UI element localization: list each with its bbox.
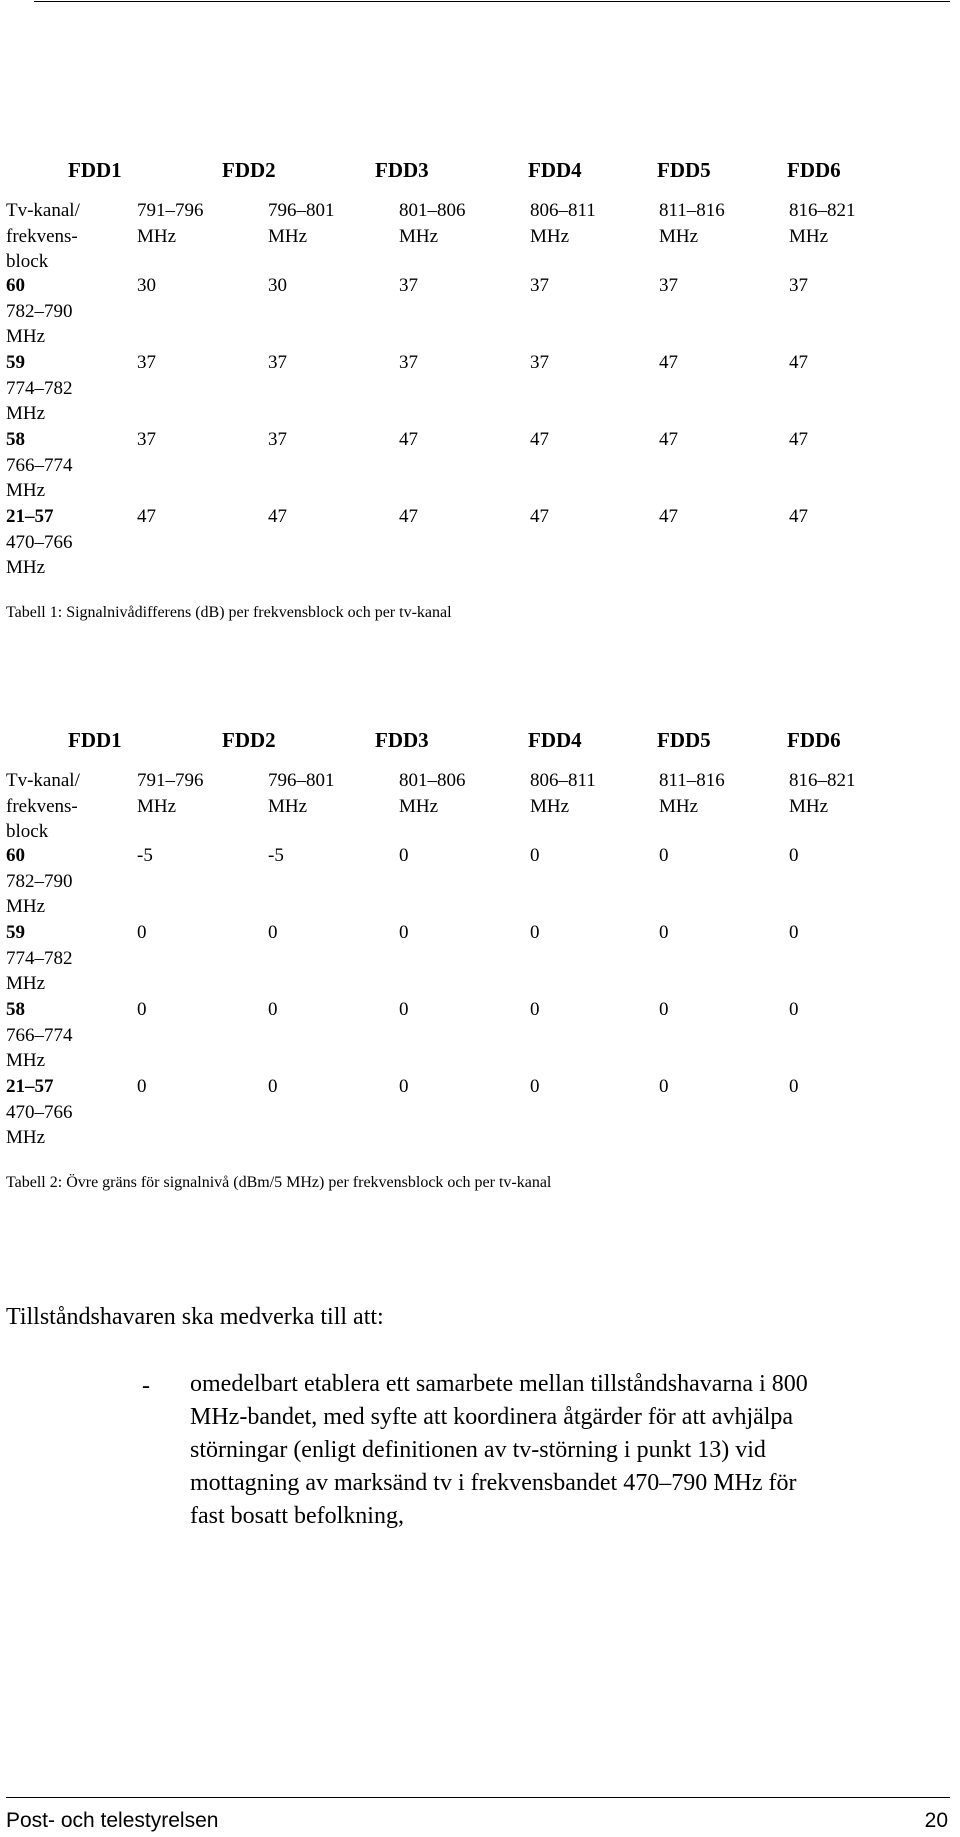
corner-label-line: block xyxy=(6,251,49,273)
table-cell: 0 xyxy=(399,999,409,1020)
table-caption: Tabell 2: Övre gräns för signalnivå (dBm/5 MHz) per frekvensblock och per tv-kanal xyxy=(6,1174,552,1191)
table-cell: 0 xyxy=(399,1076,409,1097)
row-label-unit: MHz xyxy=(6,1050,46,1072)
column-header: FDD2 xyxy=(222,728,276,752)
column-range-line: MHz xyxy=(399,795,439,817)
table-cell: 0 xyxy=(659,1076,669,1097)
corner-label-line: Tv-kanal/ xyxy=(6,200,80,221)
column-range-line: MHz xyxy=(530,795,570,817)
table-cell: 0 xyxy=(659,845,669,866)
column-header: FDD6 xyxy=(787,158,841,182)
row-label xyxy=(6,273,73,350)
column-range-line: 801–806 xyxy=(399,770,466,791)
row-label-unit: MHz xyxy=(6,403,46,425)
column-header: FDD2 xyxy=(222,158,276,182)
column-range-line: MHz xyxy=(659,795,699,817)
table-1 xyxy=(0,158,960,628)
column-header: FDD5 xyxy=(657,158,711,182)
column-range xyxy=(659,768,725,819)
column-range xyxy=(137,768,204,819)
bullet-line: omedelbart etablera ett samarbete mellan tillståndshavarna i 800 xyxy=(190,1371,808,1397)
row-label-range: 774–782 xyxy=(6,377,73,399)
table-cell: 47 xyxy=(789,506,808,527)
bullet-line: fast bosatt befolkning, xyxy=(190,1503,404,1529)
column-range-line: MHz xyxy=(268,225,308,247)
table-cell: 47 xyxy=(789,429,808,450)
row-label-channel: 59 xyxy=(6,922,25,943)
table-cell: 0 xyxy=(530,845,540,866)
table-2 xyxy=(0,728,960,1198)
column-header: FDD5 xyxy=(657,728,711,752)
table-cell: 37 xyxy=(659,275,678,296)
column-range-line: MHz xyxy=(789,225,829,247)
table-cell: 0 xyxy=(268,1076,278,1097)
table-cell: 37 xyxy=(789,275,808,296)
row-label-range: 766–774 xyxy=(6,454,73,476)
row-label-unit: MHz xyxy=(6,326,46,348)
column-range-line: MHz xyxy=(137,795,177,817)
row-label-channel: 60 xyxy=(6,275,25,296)
table-cell: 0 xyxy=(659,922,669,943)
row-label-unit: MHz xyxy=(6,1127,46,1149)
column-range-line: 796–801 xyxy=(268,200,335,221)
bullet-line: störningar (enligt definitionen av tv-störning i punkt 13) vid xyxy=(190,1437,766,1463)
table-cell: 0 xyxy=(789,922,799,943)
column-range-line: 791–796 xyxy=(137,200,204,221)
table-cell: 0 xyxy=(137,922,147,943)
corner-label-line: frekvens- xyxy=(6,225,78,247)
bullet-line: MHz-bandet, med syfte att koordinera åtgärder för att avhjälpa xyxy=(190,1404,794,1430)
table-cell: 0 xyxy=(137,1076,147,1097)
row-label-channel: 59 xyxy=(6,352,25,373)
column-range xyxy=(789,198,856,249)
column-range-line: 801–806 xyxy=(399,200,466,221)
column-range-line: 796–801 xyxy=(268,770,335,791)
column-range xyxy=(659,198,725,249)
page-number: 20 xyxy=(924,1809,948,1832)
column-range xyxy=(530,198,596,249)
row-label-channel: 21–57 xyxy=(6,1076,54,1097)
row-label-range: 470–766 xyxy=(6,1101,73,1123)
table-cell: 47 xyxy=(659,352,678,373)
row-label-unit: MHz xyxy=(6,480,46,502)
table-cell: 0 xyxy=(789,845,799,866)
column-range-line: 816–821 xyxy=(789,770,856,791)
column-range-line: 791–796 xyxy=(137,770,204,791)
column-range-line: 811–816 xyxy=(659,200,725,221)
intro-paragraph: Tillståndshavaren ska medverka till att: xyxy=(6,1304,384,1330)
column-header: FDD3 xyxy=(375,728,429,752)
table-cell: 37 xyxy=(268,352,287,373)
column-header: FDD6 xyxy=(787,728,841,752)
column-header: FDD4 xyxy=(528,158,582,182)
column-range-line: 816–821 xyxy=(789,200,856,221)
table-cell: 0 xyxy=(137,999,147,1020)
bullet-marker: - xyxy=(142,1373,150,1399)
table-cell: 30 xyxy=(137,275,156,296)
column-range xyxy=(268,768,335,819)
row-label xyxy=(6,504,73,581)
column-range-line: MHz xyxy=(659,225,699,247)
table-cell: 0 xyxy=(530,1076,540,1097)
column-range-line: MHz xyxy=(789,795,829,817)
table-cell: 37 xyxy=(268,429,287,450)
column-range-line: MHz xyxy=(137,225,177,247)
table-cell: 0 xyxy=(399,845,409,866)
table-cell: 47 xyxy=(268,506,287,527)
table-cell: 47 xyxy=(137,506,156,527)
table-cell: 37 xyxy=(137,352,156,373)
footer-publisher: Post- och telestyrelsen xyxy=(6,1809,219,1832)
table-cell: 47 xyxy=(530,506,549,527)
column-header: FDD1 xyxy=(68,728,122,752)
corner-label xyxy=(6,198,80,275)
column-range xyxy=(137,198,204,249)
row-label-channel: 58 xyxy=(6,429,25,450)
table-cell: 47 xyxy=(530,429,549,450)
table-cell: 30 xyxy=(268,275,287,296)
column-header: FDD1 xyxy=(68,158,122,182)
table-cell: 0 xyxy=(789,999,799,1020)
table-caption: Tabell 1: Signalnivådifferens (dB) per frekvensblock och per tv-kanal xyxy=(6,604,452,621)
table-cell: 0 xyxy=(789,1076,799,1097)
row-label-channel: 21–57 xyxy=(6,506,54,527)
table-cell: 47 xyxy=(399,506,418,527)
table-cell: 47 xyxy=(659,506,678,527)
table-cell: 0 xyxy=(530,999,540,1020)
row-label-range: 782–790 xyxy=(6,870,73,892)
row-label xyxy=(6,1074,73,1151)
table-cell: 0 xyxy=(268,999,278,1020)
row-label xyxy=(6,427,73,504)
table-cell: -5 xyxy=(137,845,153,866)
table-cell: -5 xyxy=(268,845,284,866)
table-cell: 47 xyxy=(659,429,678,450)
column-range xyxy=(399,198,466,249)
bullet-paragraph xyxy=(190,1368,930,1533)
column-range-line: MHz xyxy=(268,795,308,817)
table-cell: 47 xyxy=(399,429,418,450)
table-cell: 0 xyxy=(659,999,669,1020)
footer-rule xyxy=(6,1797,950,1798)
table-cell: 37 xyxy=(137,429,156,450)
table-cell: 37 xyxy=(530,352,549,373)
table-cell: 0 xyxy=(399,922,409,943)
table-cell: 0 xyxy=(268,922,278,943)
column-range-line: 811–816 xyxy=(659,770,725,791)
column-range-line: MHz xyxy=(530,225,570,247)
row-label-range: 774–782 xyxy=(6,947,73,969)
row-label-range: 470–766 xyxy=(6,531,73,553)
column-header: FDD3 xyxy=(375,158,429,182)
corner-label xyxy=(6,768,80,845)
table-cell: 37 xyxy=(530,275,549,296)
row-label xyxy=(6,997,73,1074)
row-label-range: 766–774 xyxy=(6,1024,73,1046)
table-cell: 0 xyxy=(530,922,540,943)
corner-label-line: block xyxy=(6,821,49,843)
column-range xyxy=(268,198,335,249)
column-range xyxy=(530,768,596,819)
row-label-channel: 58 xyxy=(6,999,25,1020)
column-range xyxy=(399,768,466,819)
row-label-unit: MHz xyxy=(6,557,46,579)
row-label-channel: 60 xyxy=(6,845,25,866)
top-rule xyxy=(34,1,950,2)
row-label-unit: MHz xyxy=(6,973,46,995)
table-cell: 37 xyxy=(399,275,418,296)
column-range-line: 806–811 xyxy=(530,200,596,221)
row-label-range: 782–790 xyxy=(6,300,73,322)
row-label xyxy=(6,843,73,920)
bullet-line: mottagning av marksänd tv i frekvensbandet 470–790 MHz för xyxy=(190,1470,797,1496)
column-header: FDD4 xyxy=(528,728,582,752)
table-cell: 47 xyxy=(789,352,808,373)
column-range xyxy=(789,768,856,819)
row-label xyxy=(6,350,73,427)
row-label-unit: MHz xyxy=(6,896,46,918)
table-cell: 37 xyxy=(399,352,418,373)
corner-label-line: Tv-kanal/ xyxy=(6,770,80,791)
column-range-line: MHz xyxy=(399,225,439,247)
row-label xyxy=(6,920,73,997)
corner-label-line: frekvens- xyxy=(6,795,78,817)
column-range-line: 806–811 xyxy=(530,770,596,791)
